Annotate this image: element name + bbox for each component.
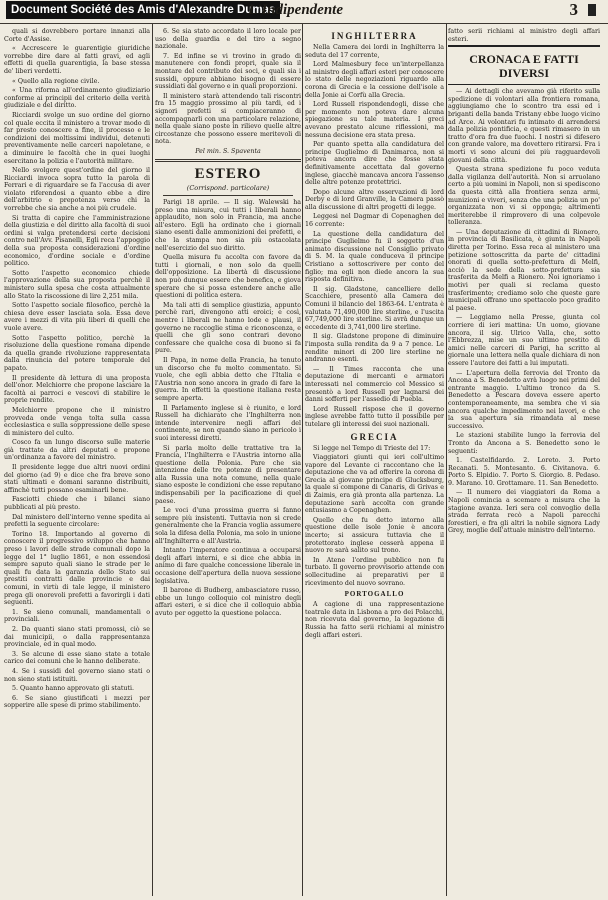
article-paragraph: Parigi 18 aprile. — Il sig. Walewski ha preso una misura, cui tutti i liberali hanno applaudito, non solo in Francia, ma anche all'estero. Egli ha ordinato che i giornali siano esenti dalle ammonizioni dei prefetti, e che la stampa non sia più ostacolata nell'esercizio del suo diritto. (155, 199, 301, 252)
article-paragraph: Ricciardi svolge un suo ordine del giorno col quale eccita il ministero a trovar modo di far presto conoscere a fine, il processo e le condizioni dei moltissimi individui, detenuti preventivamente nelle carceri napoletane, e a diminuire le facoltà che in quei luoghi esercitano la polizia e l'autorità militare. (4, 111, 150, 165)
column-2-estero (155, 199, 301, 617)
article-paragraph: Lord Russell rispose che il governo inglese avrebbe fatto tutto il possibile per tutelare gli interessi dei suoi nazionali. (305, 405, 444, 428)
article-paragraph: Le stazioni stabilite lungo la ferrovia del Tronto da Ancona a S. Benedetto sono le seguenti: (448, 432, 600, 455)
article-paragraph: 6. Se siano giustificati i mezzi per sopperire alle spese di primo stabilimento. (4, 694, 150, 710)
article-paragraph: 5. Quanto hanno approvato gli statuti. (12, 685, 135, 693)
article-paragraph: In Atene l'ordine pubblico non fu turbato. Il governo provvisorio attende con sollecitudine ai preparativi per il ricevimento del nuovo sovrano. (305, 556, 444, 587)
article-paragraph: — Il numero dei viaggiatori da Roma a Napoli comincia a scemare a misura che la stagione avanza. Ieri sera col convoglio della strada ferrata recò a Napoli parecchi forestieri, e fra gli altri la nobile signora Lady Grey, moglie dell'attuale ministro dell'interno. (448, 489, 600, 535)
section-title-inghilterra: INGHILTERRA (331, 31, 418, 41)
article-paragraph: « Una riforma all'ordinamento giudiziario conforme ai principii del criterio della verità giudiziale e del diritto. (4, 87, 150, 110)
column-rule (302, 24, 303, 896)
article-paragraph: 7. Ed infine se vi trovino in grado di manutenere con fondi propri, quale sia il montare del contributo dei soci, e quali sia i sussidi, oppure abbiano bisogno di essere sussidiati dal governo e in quali proporzioni. (155, 52, 301, 91)
signature: Pel min. S. Spaventa (195, 147, 261, 155)
section-title-portogallo: PORTOGALLO (344, 590, 405, 599)
article-paragraph: Il barone di Budberg, ambasciatore russo, ebbe un lungo colloquio col ministro degli affari esteri, e si dice che il colloquio abbia avuto per oggetto la questione polacca. (155, 587, 301, 617)
article-paragraph: Lord Russell rispondendogli, disse che per momento non poteva dare alcuna spiegazione su tale materia. I greci avevano prestato alcune riflessioni, ma nessuna decisione era stata presa. (305, 101, 444, 139)
article-paragraph: 4. Se i sussidi del governo siano stati o non sieno stati istituiti. (4, 667, 150, 683)
column-2-top (155, 28, 301, 146)
header-rule (0, 23, 608, 24)
column-3-portogallo (305, 601, 444, 639)
article-paragraph: Il presidente dà lettura di una proposta dell'onor. Melchiorre che propone lasciare la facoltà ai parroci e vescovi di stabilire le proprie rendite. (4, 374, 150, 405)
article-paragraph: Quella misura fu accolta con favore da tutti i giornali, e non solo da quelli dell'opposizione. La libertà di discussione non può dunque essere che benefica, e giova sperare che si possa estendere anche alle questioni di politica estera. (155, 254, 301, 300)
article-paragraph: Il sig. Gladstone, cancelliere dello Scacchiere, presentò alla Camera dei Comuni il bilancio del 1863-64. L'entrata è valutata 71,490,000 lire sterline, e l'uscita 67,749,000 lire sterline. Si avrà dunque un eccedente di 3,741,000 lire sterline. (305, 285, 444, 331)
article-paragraph: A cagione di una rappresentazione teatrale data in Lisbona a pro dei Polacchi, non ricevuta dal governo, la legazione di Russia ha fatto serii richiami al ministro degli affari esteri. (305, 601, 444, 639)
article-paragraph: La questione della candidatura del principe Guglielmo fu il soggetto d'un animato discussione nel Consiglio privato di S. M. la quale conduceva il principe Cristiano a sottoscrivere per conto del figlio; ma egli non diede ancora la sua risposta definitiva. (305, 230, 444, 284)
source-banner: Document Société des Amis d'Alexandre Dumas (6, 1, 280, 19)
article-paragraph: Le voci d'una prossima guerra si fanno sempre più insistenti. Tuttavia non si crede generalmente che la Francia voglia assumere sola la difesa della Polonia, ma solo in unione all'Inghilterra e all'Austria. (155, 507, 301, 545)
article-paragraph: 1. Castelfidardo. 2. Loreto. 3. Porto Recanati. 5. Montesanto. 6. Civitanova. 6. Porto S. Elpidio. 7. Porto S. Giorgio. 8. Pedaso. 9. Marano. 10. Grottamare. 11. San Benedetto. (448, 457, 600, 487)
article-paragraph: Cosco fa un lungo discorso sulle materie già trattate da altri deputati e propone un'ordinanza a favore del ministro. (4, 439, 150, 462)
article-paragraph: Melchiorre propone che il ministro provveda onde venga tolta sulla cassa ecclesiastica e sulla soppressione delle spese di ministero del culto. (4, 406, 150, 437)
article-paragraph: — Ai dettagli che avevamo già riferito sulla spedizione di volontari alla frontiera romana, aggiungiamo che lo scontro tra essi ed i briganti della banda Tristany ebbe luogo vicino ad Arce. Ai volontari fu intimato di arrendersi dalla polizia pontificia, e questi rimasero in un tratto d'ora fra due fuochi. I nostri si difesero con grande valore, ma dovettero ritirarsi. Fra i morti vi sono alcuni dei più ragguardevoli giovani della città. (448, 88, 600, 164)
page-header (0, 0, 608, 22)
column-4-body (448, 88, 600, 535)
article-paragraph: 6. Se sia stato accordato il loro locale per uso della guardia e del tiro a segno nazionale. (155, 28, 301, 51)
article-paragraph: Si tratta di capire che l'amministrazione della giustizia e del diritto alla facoltà di suoi ordini si valga pretendersi certe decisioni contro nell'Avv. Pisanelli, Egli reca l'appoggio della sua proposta considerazioni d'ordine economico, d'ordine sociale e d'ordine politico. (4, 214, 150, 268)
article-paragraph: Il Papa, in nome della Francia, ha tenuto un discorso che fu molto commentato. Si vuole, che egli abbia detto che l'Italia e l'Austria non sono ancora in grado di fare la guerra. In effetti la questione italiana resta sempre aperta. (155, 356, 301, 402)
section-title-grecia: GRECIA (350, 431, 399, 442)
column-rule (446, 24, 447, 896)
article-paragraph: 3. Se alcune di esse siano state a totale carico dei comuni che le hanno deliberate. (4, 650, 150, 666)
article-paragraph: Torino 18. Importando al governo di conoscere il progressivo sviluppo che hanno preso i lavori delle strade comunali dopo la legge del 1° luglio 1861, e non essendosi sempre saputo quali siano le strade per le quali fu data la garanzia dello Stato sui prestiti contratti dalle provincie e dai comuni, in virtù di tale legge, il ministero prega gli onorevoli prefetti a favorirgli i dati seguenti. (4, 530, 150, 607)
article-paragraph: Quello che fu detto intorno alla questione delle isole Jonie è ancora incerto; si assicura tuttavia che il protettorato inglese cesserà appena il nuovo re sarà salito sul trono. (305, 516, 444, 555)
article-paragraph: Sotto l'aspetto economico chiede l'approvazione della sua proposta perchè il ministero sulla spesa che costa attualmente allo Stato la riscossione di lire 2,251 mila. (4, 269, 150, 300)
column-1-body (4, 28, 150, 710)
column-3 (305, 28, 444, 896)
article-paragraph: « Quello alla regione civile. (12, 77, 100, 85)
article-paragraph: Si legge nel Tempo di Trieste del 17: (313, 444, 431, 452)
article-paragraph: « Accrescere le guarentigie giuridiche vorrebbe dire dare al fatti gravi, ed agli effetti di quella guarentigia, la base stessa de' liberi verdetti. (4, 45, 150, 75)
article-paragraph: — Una deputazione di cittadini di Rionero, in provincia di Basilicata, è giunta in Napoli diretta per Torino. Essa reca al ministero una petizione sottoscritta da parte de' cittadini onorati di quella sotto-prefettura di Melfi, acciò la sede della sotto-prefettura sia trasferita da Melfi a Rionero. Noi ignoriamo i motivi per quali si reclama questo trasferimento; crediamo solo che queste gare municipali offrano uno spettacolo poco gradito al paese. (448, 228, 600, 312)
page-mark (588, 4, 596, 16)
article-paragraph: Si parla molto delle trattative tra la Francia, l'Inghilterra e l'Austria intorno alla questione della Polonia. Pare che sia intenzione delle tre potenze di presentare alla Russia una nota comune, nella quale siano esposte le condizioni che esse reputano indispensabili per la pacificazione di quel paese. (155, 444, 301, 505)
article-paragraph: Il presidente legge due altri nuovi ordini del giorno (ad 9) e dice che fra breve sono stati ultimati e domani saranno distribuiti, affinchè tutti possano esaminarli bene. (4, 464, 150, 494)
article-paragraph: Fasciotti chiede che i bilanci siano pubblicati al più presto. (4, 496, 150, 512)
article-paragraph: Ma tali atti di semplice giustizia, appunto perchè rari, divengono atti eroici; e così, mentre i liberali ne hanno lode e plausi, il governo ne raccoglie stima e riconoscenza, e quelli che gli sono contrari devono confessare che qualche cosa di buono si fa pure. (155, 301, 301, 355)
article-paragraph: — L'apertura della ferrovia del Tronto da Ancona a S. Benedetto avrà luogo nei primi del entrante maggio. L'ultimo tronco da S. Benedetto a Pescara doveva essere aperto contemporaneamente, ma sembra che vi sia ancora qualche impedimento nei lavori, e che la sua apertura sia rimandata al mese successivo. (448, 369, 600, 430)
article-paragraph: Per quanto spetta alla candidatura del principe Guglielmo di Danimarca, non si poteva ancora dire che fosse stata definitivamente accettata dal governo inglese, giacchè mancava ancora l'assenso delle altre potenze protettrici. (305, 141, 444, 187)
article-paragraph: Dal ministero dell'interno venne spedita ai prefetti la seguente circolare: (4, 513, 150, 529)
column-2 (155, 28, 301, 896)
article-paragraph: — Leggiamo nella Presse, giunta col corriere di ieri mattina: Un uomo, giovane ancora, il sig. Ulrico Valla, che, sotto l'Ebbrezza, mise un suo ultimo prestito di amici nelle carceri di Parigi, ha scritto al giornale una lettera nella quale dichiara di non essere l'autore dei fatti a lui imputati. (448, 314, 600, 367)
article-paragraph: 2. Da quanti siano stati promossi, ciò se dai municipii, o dalla rappresentanza provinciale, ed in qual modo. (4, 625, 150, 649)
masthead: L'Indipendente (248, 2, 344, 18)
section-separator (155, 159, 301, 162)
article-paragraph: Sotto l'aspetto sociale filosofico, perchè la chiesa deve esser lasciata sola. Essa deve avere i mezzi di vita più liberi di quelli che vuole avere. (4, 302, 150, 332)
article-paragraph: Sotto l'aspetto politico, perchè la risoluzione della questione romana dipende da quella grande rivoluzione rappresentata dalla rinuncia del potere temporale del papato. (4, 334, 150, 372)
article-paragraph: Il Parlamento inglese si è riunito, e lord Russell ha dichiarato che l'Inghilterra non intende intervenire negli affari del continente, se non quando siano in pericolo i suoi interessi diretti. (155, 404, 301, 442)
cronaca-header-box (448, 45, 600, 85)
column-3-grecia (305, 445, 444, 588)
article-paragraph: Dopo alcune altre osservazioni di lord Derby e di lord Granville, la Camera passò alla discussione di altri progetti di legge. (305, 188, 444, 211)
article-paragraph: quali si dovrebbero portare innanzi alla Corte d'Assise. (4, 28, 150, 43)
article-paragraph: — Il Times racconta che una deputazione di mercanti e armatori interessati nel commercio col Messico si presentò a lord Russell per lagnarsi dei danni sofferti per l'assedio di Puebla. (305, 365, 444, 404)
article-paragraph: Intanto l'imperatore continua a occuparsi degli affari interni, e si dice che abbia in animo di fare qualche concessione liberale in occasione dell'apertura della nuova sessione legislativa. (155, 547, 301, 585)
column-4-top-paragraph: fatto serii richiami al ministro degli affari esteri. (448, 28, 600, 43)
section-title-estero: ESTERO (194, 165, 262, 182)
column-3-inghilterra (305, 44, 444, 429)
column-1 (4, 28, 150, 896)
article-paragraph: Nello svolgere quest'ordine del giorno il Ricciardi invoca sopra tutto la parola di Ferrari e di riguardare se fa l'accusa di aver violato riferendosi a quanto ebbe a dire dell'arbitrio e prepotenza verso chi la vorrebbe che sia anche a noi più crudele. (4, 167, 150, 213)
article-paragraph: Il sig. Gladstone propone di diminuire l'imposta sulla rendita da 9 a 7 pence. Le rendite minori di 200 lire sterline ne andranno esenti. (305, 333, 444, 364)
article-paragraph: 1. Se sieno comunali, mandamentali o provinciali. (4, 608, 150, 624)
column-rule (152, 24, 153, 896)
section-subtitle: (Corrispond. particolare) (186, 183, 270, 192)
article-paragraph: Il ministero starà attendendo tali riscontri fra 15 maggio prossimo al più tardi, ed i signori prefetti si compiaceranno di accompagnarli con una particolare relazione, nella quale siano poste in rilievo quelle altre circostanze che possono essere meritevoli di nota. (155, 92, 301, 146)
separator (163, 195, 293, 196)
column-4 (448, 28, 600, 896)
article-paragraph: Questa strana spedizione fu poco veduta dalla vigilanza dell'autorità. Non si arruolano certo a più uomini in Napoli, non si spediscono da questa città alla frontiera senza armi, munizioni e viveri, senza che una polizia un po' organizzata non vi si opponga; altrimenti meriterebbe il rimprovero di una colpevole tolleranza. (448, 166, 600, 227)
article-paragraph: Viaggiatori giunti qui ieri coll'ultimo vapore del Levante ci raccontano che la deputazione che va ad offerire la corona di Grecia al giovane principe di Glucksburg, la quale si compone di Canaris, di Grivas e di Zaimis, era già pronta alla partenza. La deputazione sarà accolta con grande entusiasmo a Copenaghen. (305, 454, 444, 515)
article-paragraph: Leggesi nel Dagmar di Copenaghen del 16 corrente: (305, 213, 444, 229)
section-title-cronaca: CRONACA E FATTI DIVERSI (469, 52, 579, 81)
article-paragraph: Nella Camera dei lordi in Inghilterra la seduta del 17 corrente, (305, 44, 444, 59)
article-paragraph: Lord Malmesbury fece un'interpellanza al ministro degli affari esteri per conoscere lo stato delle negoziazioni riguardo alla corona di Grecia e la cessione dell'isole a della Jonie ai Corfù alla Grecia. (305, 61, 444, 99)
page-number: 3 (569, 0, 578, 19)
